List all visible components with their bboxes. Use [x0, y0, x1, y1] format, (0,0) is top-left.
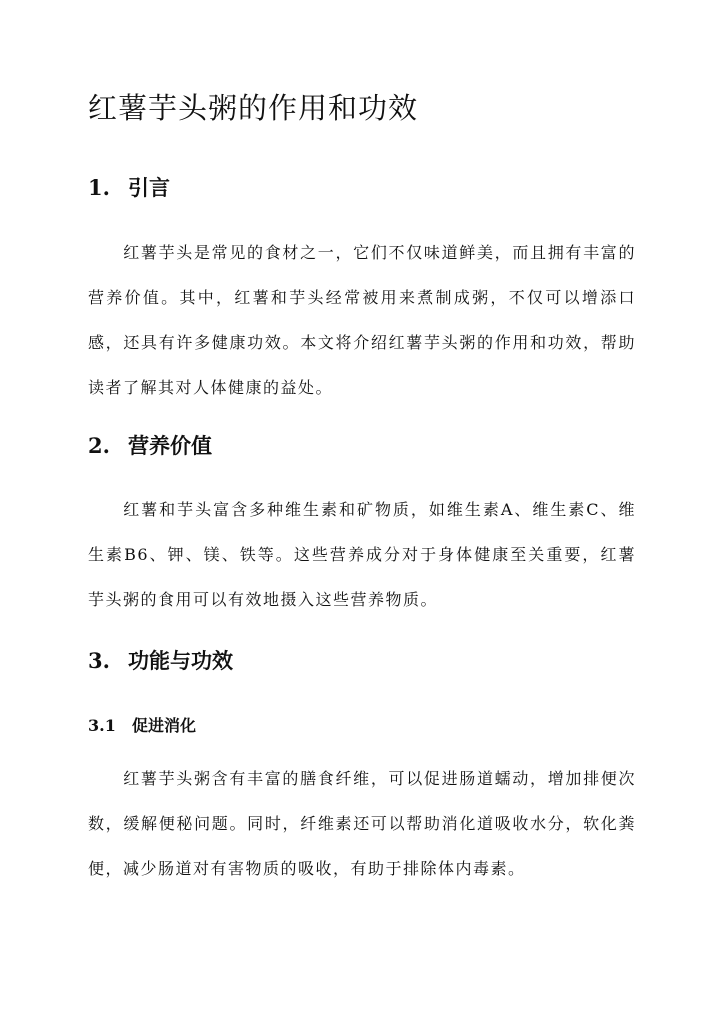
section-number: 3.: [88, 648, 110, 673]
digestion-paragraph: 红薯芋头粥含有丰富的膳食纤维，可以促进肠道蠕动，增加排便次数，缓解便秘问题。同时，纤维素还可以帮助消化道吸收水分，软化粪便，减少肠道对有害物质的吸收，有助于排除体内毒素。: [88, 769, 636, 878]
section-number: 2.: [88, 433, 110, 458]
section-heading-functions: [88, 645, 233, 675]
section-number: 1.: [88, 175, 110, 200]
subsection-title: 促进消化: [132, 716, 197, 735]
document-title: 红薯芋头粥的作用和功效: [88, 91, 419, 125]
section-title: 营养价值: [128, 433, 212, 458]
subsection-number: 3.1: [88, 716, 116, 735]
nutrition-paragraph: 红薯和芋头富含多种维生素和矿物质，如维生素A、维生素C、维生素B6、钾、镁、铁等。这些营养成分对于身体健康至关重要，红薯芋头粥的食用可以有效地摄入这些营养物质。: [88, 500, 636, 609]
section-heading-nutrition: [88, 430, 212, 460]
section-title: 功能与功效: [128, 648, 233, 673]
subsection-heading-digestion: [88, 713, 196, 736]
introduction-paragraph: 红薯芋头是常见的食材之一，它们不仅味道鲜美，而且拥有丰富的营养价值。其中，红薯和芋头经常被用来煮制成粥，不仅可以增添口感，还具有许多健康功效。本文将介绍红薯芋头粥的作用和功效，帮助读者了解其对人体健康的益处。: [88, 243, 636, 397]
section-title: 引言: [128, 175, 170, 200]
section-heading-introduction: [88, 172, 170, 202]
